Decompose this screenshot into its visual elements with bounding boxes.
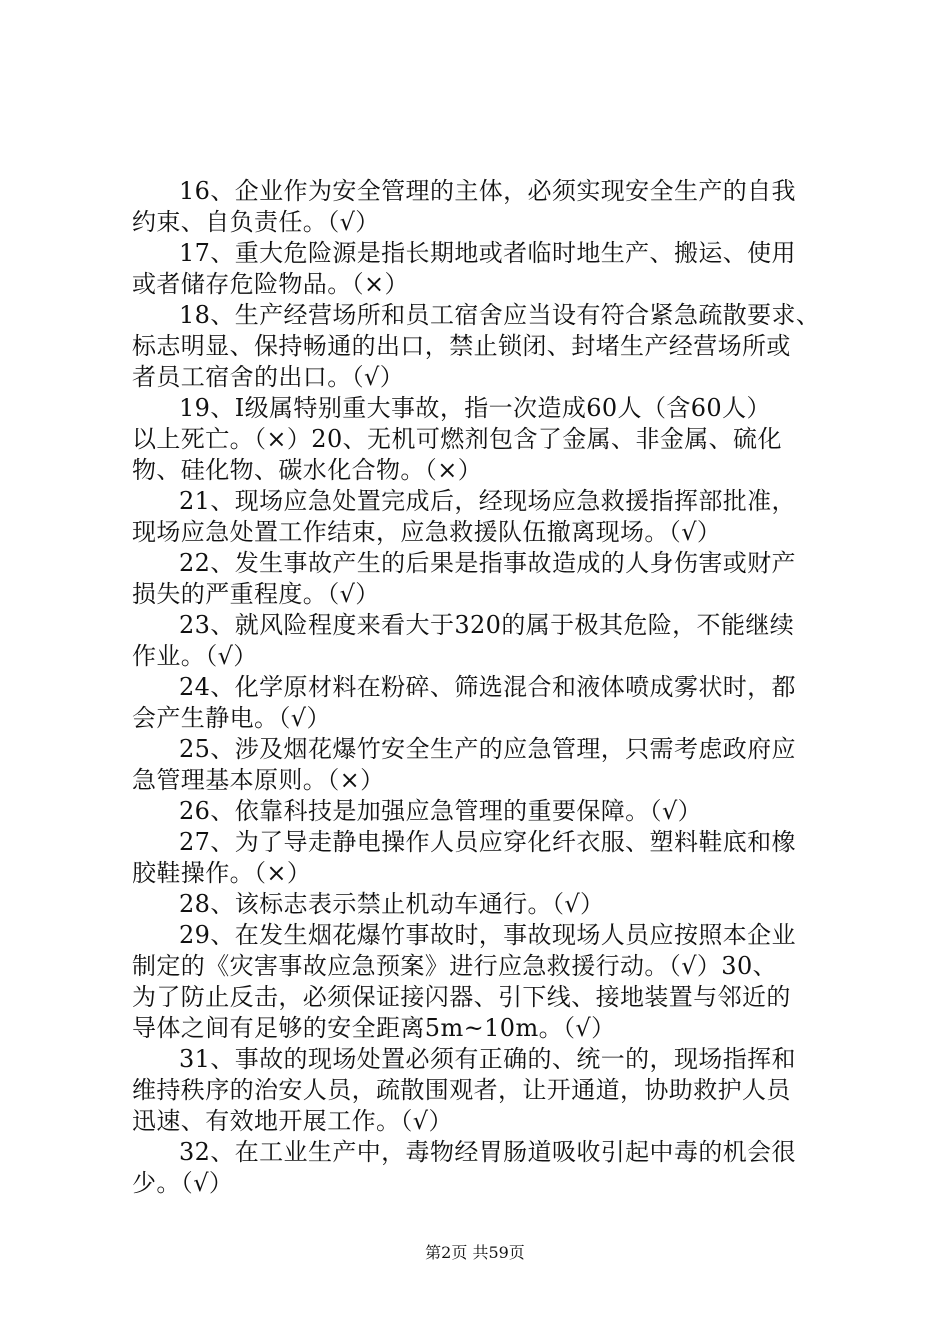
text-line: 19、Ⅰ级属特别重大事故，指一次造成60人（含60人） xyxy=(179,394,771,422)
text-line: 者员工宿舍的出口。（√） xyxy=(132,363,405,391)
text-line: 27、为了导走静电操作人员应穿化纤衣服、塑料鞋底和橡 xyxy=(179,828,796,856)
text-line: 24、化学原材料在粉碎、筛选混合和液体喷成雾状时，都 xyxy=(179,673,796,701)
text-line: 会产生静电。（√） xyxy=(132,704,331,732)
text-line: 维持秩序的治安人员，疏散围观者，让开通道，协助救护人员 xyxy=(132,1076,791,1104)
text-line: 31、事故的现场处置必须有正确的、统一的，现场指挥和 xyxy=(179,1045,796,1073)
text-line: 32、在工业生产中，毒物经胃肠道吸收引起中毒的机会很 xyxy=(179,1138,796,1166)
text-line: 18、生产经营场所和员工宿舍应当设有符合紧急疏散要求、 xyxy=(179,301,821,329)
text-line: 为了防止反击，必须保证接闪器、引下线、接地装置与邻近的 xyxy=(132,983,791,1011)
text-line: 或者储存危险物品。（×） xyxy=(132,270,409,298)
text-line: 少。（√） xyxy=(132,1169,234,1197)
text-line: 标志明显、保持畅通的出口，禁止锁闭、封堵生产经营场所或 xyxy=(132,332,791,360)
text-line: 现场应急处置工作结束，应急救援队伍撤离现场。（√） xyxy=(132,518,722,546)
text-line: 物、硅化物、碳水化合物。（×） xyxy=(132,456,483,484)
text-line: 制定的《灾害事故应急预案》进行应急救援行动。（√）30、 xyxy=(132,952,778,980)
text-line: 26、依靠科技是加强应急管理的重要保障。（√） xyxy=(179,797,703,825)
text-line: 作业。（√） xyxy=(132,642,258,670)
text-line: 损失的严重程度。（√） xyxy=(132,580,380,608)
document-body xyxy=(132,176,838,1199)
text-line: 21、现场应急处置完成后，经现场应急救援指挥部批准， xyxy=(179,487,796,515)
text-line: 急管理基本原则。（×） xyxy=(132,766,385,794)
text-line: 胶鞋操作。（×） xyxy=(132,859,312,887)
text-line: 约束、自负责任。（√） xyxy=(132,208,380,236)
text-line: 28、该标志表示禁止机动车通行。（√） xyxy=(179,890,605,918)
text-line: 25、涉及烟花爆竹安全生产的应急管理，只需考虑政府应 xyxy=(179,735,796,763)
text-line: 导体之间有足够的安全距离5m~10m。（√） xyxy=(132,1014,616,1042)
text-line: 17、重大危险源是指长期地或者临时地生产、搬运、使用 xyxy=(179,239,796,267)
text-line: 22、发生事故产生的后果是指事故造成的人身伤害或财产 xyxy=(179,549,796,577)
text-line: 以上死亡。（×）20、无机可燃剂包含了金属、非金属、硫化 xyxy=(132,425,782,453)
page-footer: 第2页 共59页 xyxy=(425,1243,525,1262)
text-line: 29、在发生烟花爆竹事故时，事故现场人员应按照本企业 xyxy=(179,921,796,949)
text-line: 迅速、有效地开展工作。（√） xyxy=(132,1107,453,1135)
text-line: 16、企业作为安全管理的主体，必须实现安全生产的自我 xyxy=(179,177,796,205)
text-line: 23、就风险程度来看大于320的属于极其危险，不能继续 xyxy=(179,611,795,639)
